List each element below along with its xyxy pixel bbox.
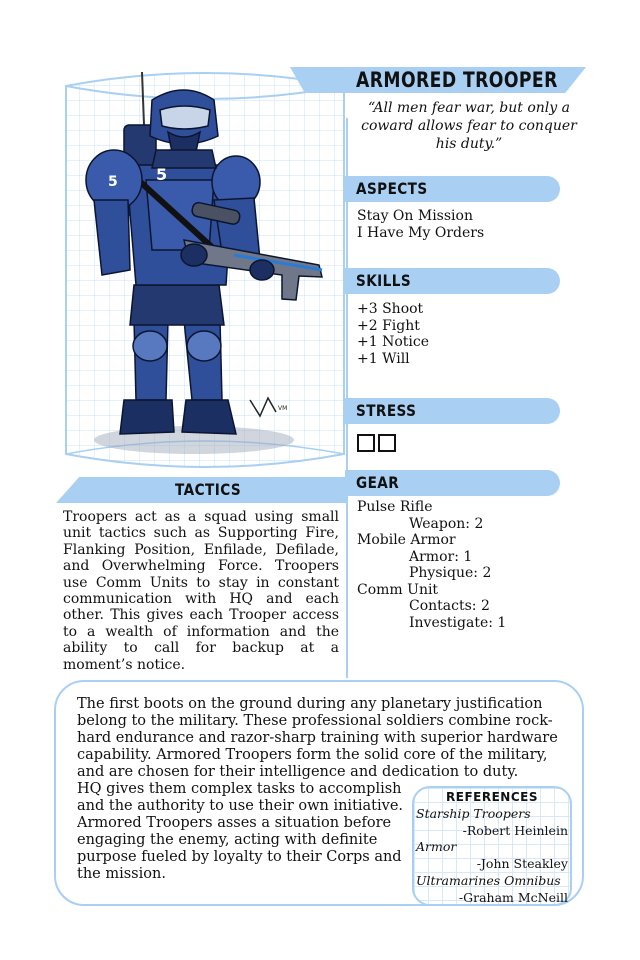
shoulder-number-left: 5 (108, 174, 118, 190)
gear-item-name: Pulse Rifle (357, 499, 433, 515)
flavor-quote: “All men fear war, but only a coward allows fear to conquer his duty.” (361, 100, 577, 152)
skills-heading: SKILLS (356, 271, 412, 290)
gear-item-stat: Armor: 1 (409, 548, 473, 565)
artist-signature: VM (278, 405, 288, 412)
gear-item-stat: Contacts: 2 (409, 598, 490, 614)
references-list (416, 789, 568, 907)
reference-book: Starship Troopers (416, 805, 531, 821)
gear-item-stat: Investigate: 1 (409, 614, 507, 631)
aspect-item: I Have My Orders (357, 224, 485, 241)
gear-item-stat: Physique: 2 (409, 565, 492, 581)
tactics-body: Troopers act as a squad using small unit tactics such as Supporting Fire, Flanking Position, Enfilade, Defilade, and Overwhelming Force. Troopers use Comm Units to stay in constant communication with HQ and each other. This gives each Trooper access to a wealth of information and the ability to call for backup at a moment’s notice. (63, 509, 339, 673)
reference-author: -Robert Heinlein (462, 822, 568, 838)
aspect-item: Stay On Mission (357, 208, 473, 224)
gear-item-stat: Weapon: 2 (409, 515, 484, 532)
gear-item-name: Mobile Armor (357, 532, 456, 548)
stress-track (357, 434, 399, 456)
reference-author: -John Steakley (476, 856, 568, 872)
stress-box[interactable] (378, 434, 396, 452)
description-paragraph-1: The first boots on the ground during any planetary justification belong to the military. These professional soldiers combine rock-hard endurance and razor-sharp training with superior hardware capability. Armored Troopers form the solid core of the military, and are chosen for their intelligence and dedication to duty. (77, 696, 558, 780)
shoulder-number-right: 5 (156, 165, 168, 184)
page-title: ARMORED TROOPER (356, 68, 558, 92)
gear-item-name: Comm Unit (357, 581, 439, 598)
reference-author: -Graham McNeill (458, 889, 568, 905)
description-paragraph-2: HQ gives them complex tasks to accomplish and the authority to use their own initiative. Armored Troopers asses a situation before engaging the enemy, acting with definite purpose fueled by loyalty to their Corps and the mission. (77, 781, 404, 882)
gear-list (357, 499, 506, 631)
skills-list (357, 301, 429, 367)
hologram-cylinder (64, 70, 346, 470)
aspects-heading: ASPECTS (356, 179, 428, 198)
reference-book: Armor (416, 839, 457, 855)
skill-item: +2 Fight (357, 317, 420, 334)
skill-item: +1 Notice (357, 334, 429, 350)
aspects-list (357, 208, 484, 241)
references-heading: REFERENCES (446, 790, 538, 804)
reference-book: Ultramarines Omnibus (416, 872, 561, 888)
stress-heading: STRESS (356, 401, 417, 420)
stress-box[interactable] (357, 434, 375, 452)
gear-heading: GEAR (356, 473, 400, 492)
tactics-heading: TACTICS (175, 480, 242, 499)
skill-item: +1 Will (357, 350, 410, 367)
skill-item: +3 Shoot (357, 301, 424, 317)
